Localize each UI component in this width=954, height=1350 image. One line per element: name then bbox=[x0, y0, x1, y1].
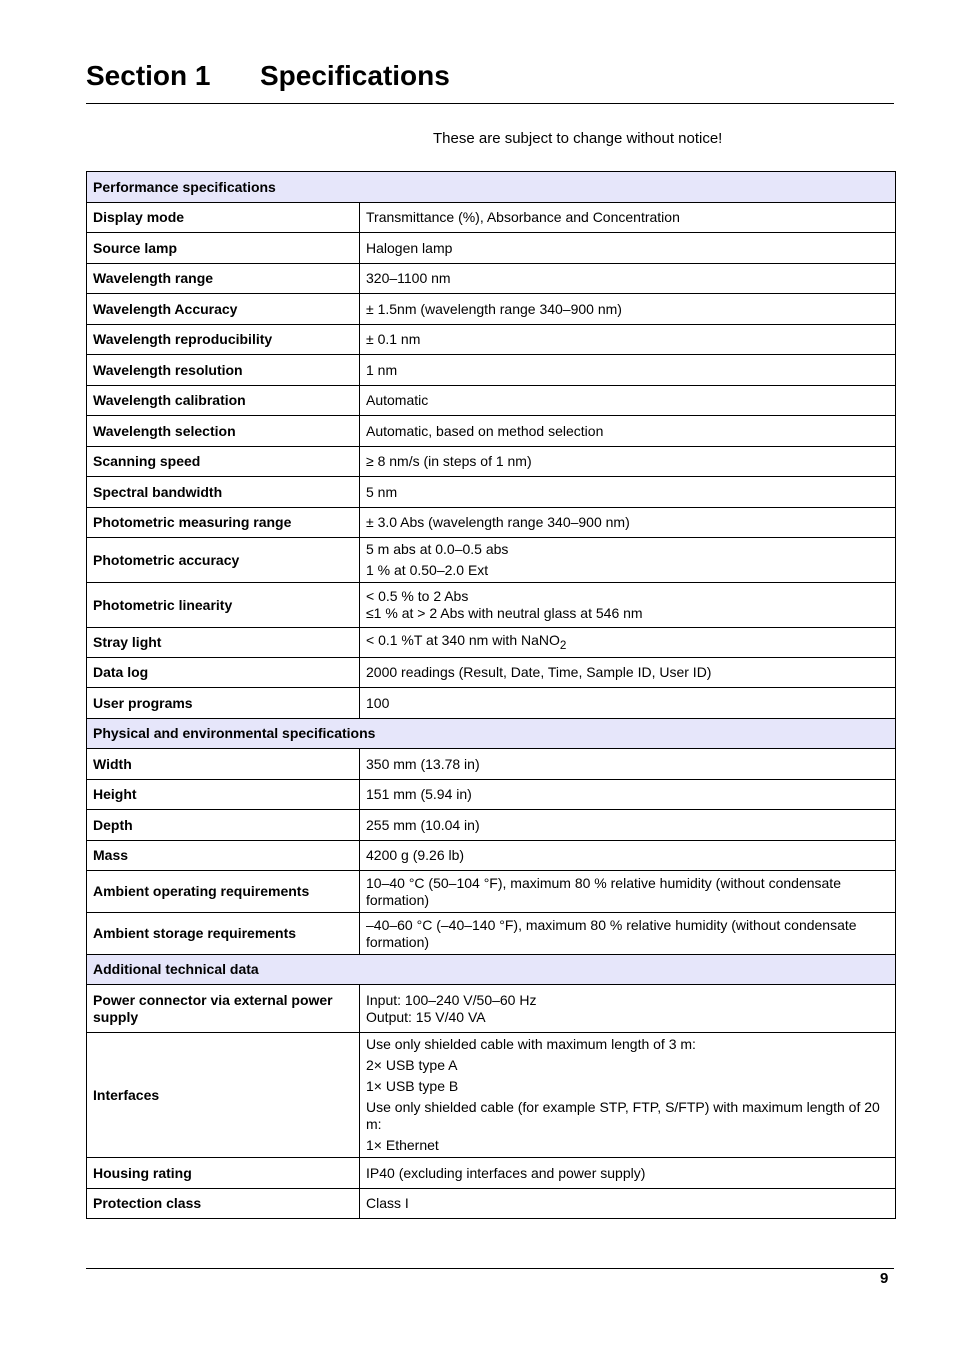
table-row bbox=[87, 780, 896, 810]
spec-value: 5 nm bbox=[360, 477, 896, 508]
spec-label: Spectral bandwidth bbox=[87, 477, 360, 508]
table-row bbox=[87, 233, 896, 264]
spec-value: –40–60 °C (–40–140 °F), maximum 80 % relative humidity (without condensate formation) bbox=[360, 913, 896, 955]
spec-value: Class I bbox=[360, 1189, 896, 1219]
spec-label: Interfaces bbox=[87, 1033, 360, 1158]
spec-value: IP40 (excluding interfaces and power supply) bbox=[360, 1158, 896, 1189]
spec-value: 10–40 °C (50–104 °F), maximum 80 % relative humidity (without condensate formation) bbox=[360, 871, 896, 913]
spec-value: ± 1.5nm (wavelength range 340–900 nm) bbox=[360, 294, 896, 325]
spec-label: Depth bbox=[87, 810, 360, 841]
footer-rule bbox=[86, 1268, 894, 1269]
spec-value: Transmittance (%), Absorbance and Concentration bbox=[360, 203, 896, 233]
table-row bbox=[87, 688, 896, 719]
table-row bbox=[87, 1189, 896, 1219]
spec-value: ± 0.1 nm bbox=[360, 325, 896, 355]
table-row bbox=[87, 538, 896, 583]
spec-label: Display mode bbox=[87, 203, 360, 233]
spec-value: Input: 100–240 V/50–60 Hz Output: 15 V/40 VA bbox=[360, 985, 896, 1033]
table-row bbox=[87, 913, 896, 955]
spec-label: Power connector via external power supply bbox=[87, 985, 360, 1033]
table-row bbox=[87, 985, 896, 1033]
specifications-table bbox=[86, 171, 896, 1219]
table-section-header bbox=[87, 719, 896, 749]
subscript: 2 bbox=[559, 638, 567, 652]
table-section-header bbox=[87, 955, 896, 985]
table-row bbox=[87, 416, 896, 447]
table-row bbox=[87, 508, 896, 538]
spec-label: Housing rating bbox=[87, 1158, 360, 1189]
table-row bbox=[87, 1033, 896, 1158]
spec-label: Scanning speed bbox=[87, 447, 360, 477]
spec-value: 255 mm (10.04 in) bbox=[360, 810, 896, 841]
spec-value: < 0.5 % to 2 Abs ≤1 % at > 2 Abs with neutral glass at 546 nm bbox=[360, 583, 896, 628]
table-row bbox=[87, 294, 896, 325]
spec-value: 100 bbox=[360, 688, 896, 719]
section-number: Section 1 bbox=[86, 60, 211, 91]
section-heading: Physical and environmental specifications bbox=[87, 719, 896, 749]
table-row bbox=[87, 386, 896, 416]
page-number: 9 bbox=[880, 1270, 889, 1287]
table-row bbox=[87, 447, 896, 477]
spec-label: Stray light bbox=[87, 628, 360, 658]
spec-label: Photometric linearity bbox=[87, 583, 360, 628]
table-row bbox=[87, 871, 896, 913]
spec-label: Source lamp bbox=[87, 233, 360, 264]
section-heading: Performance specifications bbox=[87, 172, 896, 203]
spec-value: 1 nm bbox=[360, 355, 896, 386]
header-rule bbox=[86, 103, 894, 104]
table-row bbox=[87, 1158, 896, 1189]
spec-label: Protection class bbox=[87, 1189, 360, 1219]
spec-label: User programs bbox=[87, 688, 360, 719]
change-notice: These are subject to change without notice! bbox=[433, 130, 723, 147]
table-row bbox=[87, 355, 896, 386]
table-row bbox=[87, 749, 896, 780]
spec-value: 320–1100 nm bbox=[360, 264, 896, 294]
spec-label: Photometric measuring range bbox=[87, 508, 360, 538]
spec-value: Automatic, based on method selection bbox=[360, 416, 896, 447]
spec-value: ≥ 8 nm/s (in steps of 1 nm) bbox=[360, 447, 896, 477]
spec-value: 151 mm (5.94 in) bbox=[360, 780, 896, 810]
spec-label: Data log bbox=[87, 658, 360, 688]
spec-label: Photometric accuracy bbox=[87, 538, 360, 583]
page-title bbox=[86, 60, 894, 92]
table-row bbox=[87, 810, 896, 841]
section-title: Specifications bbox=[260, 60, 450, 91]
spec-label: Width bbox=[87, 749, 360, 780]
spec-label: Ambient storage requirements bbox=[87, 913, 360, 955]
spec-value: 5 m abs at 0.0–0.5 abs 1 % at 0.50–2.0 Ext bbox=[360, 538, 896, 583]
spec-label: Wavelength resolution bbox=[87, 355, 360, 386]
table-row bbox=[87, 203, 896, 233]
spec-label: Wavelength selection bbox=[87, 416, 360, 447]
spec-value: ± 3.0 Abs (wavelength range 340–900 nm) bbox=[360, 508, 896, 538]
table-row bbox=[87, 477, 896, 508]
spec-label: Wavelength Accuracy bbox=[87, 294, 360, 325]
table-section-header bbox=[87, 172, 896, 203]
table-row bbox=[87, 658, 896, 688]
section-heading: Additional technical data bbox=[87, 955, 896, 985]
spec-label: Height bbox=[87, 780, 360, 810]
spec-label: Wavelength range bbox=[87, 264, 360, 294]
spec-label: Wavelength reproducibility bbox=[87, 325, 360, 355]
spec-value: Use only shielded cable with maximum length of 3 m: 2× USB type A 1× USB type B Use only shielded cable (for example STP, FTP, S/FTP) with maximum length of 20 m: 1× Ethernet bbox=[360, 1033, 896, 1158]
table-row bbox=[87, 841, 896, 871]
table-row bbox=[87, 325, 896, 355]
table-row bbox=[87, 628, 896, 658]
spec-label: Ambient operating requirements bbox=[87, 871, 360, 913]
table-row bbox=[87, 583, 896, 628]
spec-value: 4200 g (9.26 lb) bbox=[360, 841, 896, 871]
spec-value: Automatic bbox=[360, 386, 896, 416]
spec-label: Mass bbox=[87, 841, 360, 871]
spec-value: 350 mm (13.78 in) bbox=[360, 749, 896, 780]
spec-label: Wavelength calibration bbox=[87, 386, 360, 416]
spec-value: < 0.1 %T at 340 nm with NaNO$_2$ bbox=[360, 628, 896, 658]
spec-value: Halogen lamp bbox=[360, 233, 896, 264]
spec-value: 2000 readings (Result, Date, Time, Sample ID, User ID) bbox=[360, 658, 896, 688]
table-row bbox=[87, 264, 896, 294]
